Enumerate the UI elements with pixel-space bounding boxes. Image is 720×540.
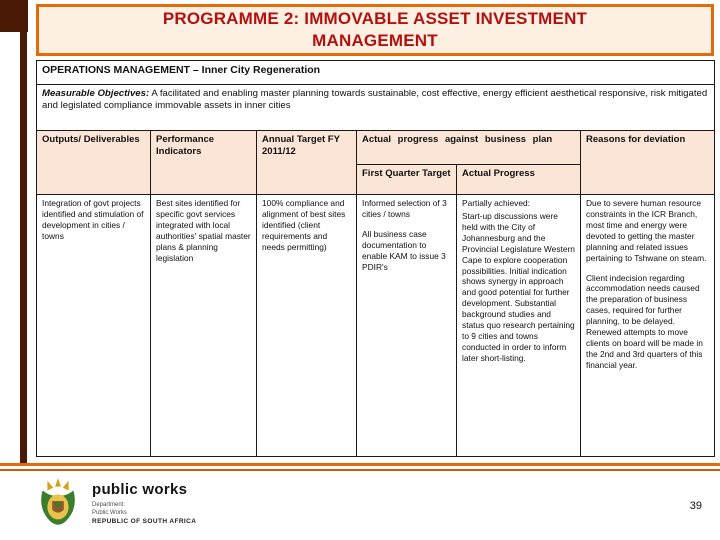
section-heading: OPERATIONS MANAGEMENT – Inner City Regeneration [37,61,715,85]
left-accent-bar [20,0,27,463]
cell-first-quarter-target [357,195,457,457]
progress-table [36,60,715,457]
col-header-actual-progress: Actual Progress [457,165,581,195]
reasons-text-2: Client indecision regarding accommodation needs caused the preparation of business cases, required for further planning, to be delayed. Renewed attempts to move clients on board will be made in the 2nd and 3rd quarters of this financial year. [586,272,703,370]
public-works-logo [34,477,196,531]
cell-annual-target [257,195,357,457]
logo-text-block [92,477,196,525]
footer-rule-top [0,463,720,466]
outputs-text: Integration of govt projects identified and stimulation of development in cities / towns [42,198,144,241]
col-header-outputs: Outputs/ Deliverables [37,131,151,195]
slide-title-line2: MANAGEMENT [312,31,438,50]
annual-target-text: 100% compliance and alignment of best sites identified (client requirements and needs permitting) [262,198,346,252]
slide-title-line1: PROGRAMME 2: IMMOVABLE ASSET INVESTMENT [162,8,588,28]
first-quarter-target-1: Informed selection of 3 cities / towns [362,198,447,219]
col-header-first-quarter: First Quarter Target [357,165,457,195]
cell-reasons [581,195,715,457]
department-label: Department: [92,502,126,508]
coat-of-arms-icon [34,477,82,531]
cell-outputs [37,195,151,457]
first-quarter-target-2: All business case documentation to enable KAM to issue 3 PDIR's [362,228,446,272]
objectives-text: A facilitated and enabling master planning towards sustainable, cost effective, energy efficient aesthetical responsive, risk mitigated and legislated compliance immovable assets in inner cities [42,88,708,112]
footer-rule-bottom [0,469,720,471]
brand-wordmark: public works [92,481,188,498]
reasons-text-1: Due to severe human resource constraints in the ICR Branch, most time and energy were devoted to getting the master planning and related issues pertaining to Tshwane on steam. [586,198,707,263]
objectives-label: Measurable Objectives: [42,88,150,99]
department-name: Public Works [92,510,127,517]
page-number: 39 [689,500,702,512]
performance-text: Best sites identified for specific govt services integrated with local authorities' spatial master plans & planning legislation [156,198,251,263]
slide-title-bar [36,4,714,56]
actual-progress-body: Start-up discussions were held with the City of Johannesburg and the Provincial Legislature Western Cape to explore cooperation possibilities. Initial indication shows synergy in approach and good potential for further development. Substantial background studies and status quo research pertaining to 9 cities and towns conducted in order to inform later short-listing. [462,210,575,363]
col-header-annual-target: Annual Target FY 2011/12 [257,131,357,195]
measurable-objectives [37,85,715,131]
cell-actual-progress [457,195,581,457]
col-header-progress-group: Actual progress against business plan [357,131,581,165]
col-header-performance: Performance Indicators [151,131,257,195]
cell-performance [151,195,257,457]
col-header-reasons: Reasons for deviation [581,131,715,195]
actual-progress-status: Partially achieved: [462,198,530,208]
country-label: REPUBLIC OF SOUTH AFRICA [92,518,197,526]
table-row [37,195,715,457]
